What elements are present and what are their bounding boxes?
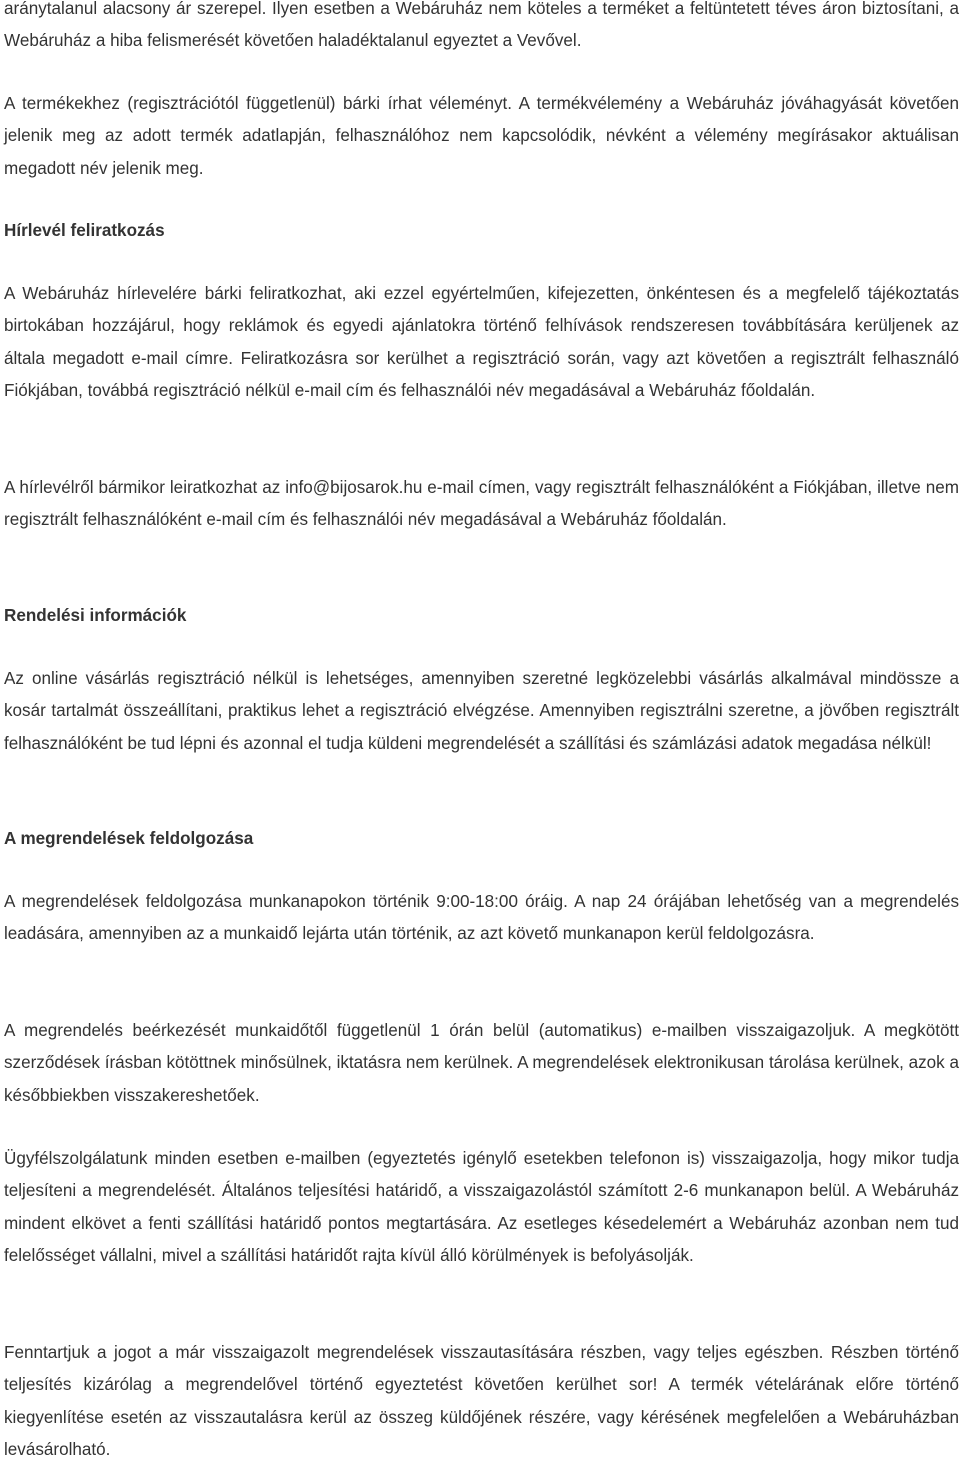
paragraph-processing-hours: A megrendelések feldolgozása munkanapokon történik 9:00-18:00 óráig. A nap 24 órájában lehetőség van a megrendelés leadására, amennyiben az a munkaidő lejárta után történik, az azt követő munkanapon kerül feldolgozásra. xyxy=(4,892,959,944)
heading-newsletter: Hírlevél feliratkozás xyxy=(4,221,165,240)
heading-order-processing: A megrendelések feldolgozása xyxy=(4,829,254,848)
paragraph-newsletter-unsubscribe: A hírlevélről bármikor leiratkozhat az info@bijosarok.hu e-mail címen, vagy regisztrált felhasználóként a Fiókjában, illetve nem regisztrált felhasználóként e-mail cím és felhasználói név megadásával a Webáruház főoldalán. xyxy=(4,478,959,530)
paragraph-order-confirmation: A megrendelés beérkezését munkaidőtől függetlenül 1 órán belül (automatikus) e-mailben visszaigazoljuk. A megkötött szerződések írásban kötöttnek minősülnek, iktatásra nem kerülnek. A megrendelések elektronikusan tárolása kerülnek, azok a későbbiekben visszakereshetőek. xyxy=(4,1021,959,1105)
paragraph-order-rejection: Fenntartjuk a jogot a már visszaigazolt megrendelések visszautasítására részben, vagy teljes egészben. Részben történő teljesítés kizárólag a megrendelővel történő egyeztetést követően kerülhet sor! A termék vételárának előre történő kiegyenlítése esetén az visszautalásra kerül az összeg küldőjének részére, vagy kérésének megfelelően a Webáruházban levásárolható. xyxy=(4,1343,959,1460)
heading-order-info: Rendelési információk xyxy=(4,606,187,625)
paragraph-delivery-deadline: Ügyfélszolgálatunk minden esetben e-mailben (egyeztetés igénylő esetekben telefonon is) visszaigazolja, hogy mikor tudja teljesíteni a megrendelését. Általános teljesítési határidő, a visszaigazolástól számított 2-6 munkanapon belül. A Webáruház mindent elkövet a fenti szállítási határidő pontos megtartására. Az esetleges késedelemért a Webáruház azonban nem tud felelősséget vállalni, mivel a szállítási határidőt rajta kívül álló körülmények is befolyásolják. xyxy=(4,1149,959,1266)
paragraph-price-error: aránytalanul alacsony ár szerepel. Ilyen esetben a Webáruház nem köteles a terméket a feltüntetett téves áron biztosítani, a Webáruház a hiba felismerését követően haladéktalanul egyeztet a Vevővel. xyxy=(4,0,959,51)
paragraph-product-reviews: A termékekhez (regisztrációtól függetlenül) bárki írhat véleményt. A termékvélemény a Webáruház jóváhagyását követően jelenik meg az adott termék adatlapján, felhasználóhoz nem kapcsolódik, névként a vélemény megírásakor aktuálisan megadott név jelenik meg. xyxy=(4,94,959,178)
paragraph-newsletter-subscribe: A Webáruház hírlevelére bárki feliratkozhat, aki ezzel egyértelműen, kifejezetten, önkéntesen és a megfelelő tájékoztatás birtokában hozzájárul, hogy reklámok és egyedi ajánlatokra történő felhívások rendszeresen továbbítására kerüljenek az általa megadott e-mail címre. Feliratkozásra sor kerülhet a regisztráció során, vagy azt követően a regisztrált felhasználó Fiókjában, továbbá regisztráció nélkül e-mail cím és felhasználói név megadásával a Webáruház főoldalán. xyxy=(4,284,959,401)
paragraph-order-info: Az online vásárlás regisztráció nélkül is lehetséges, amennyiben szeretné legközelebbi vásárlás alkalmával mindössze a kosár tartalmát összeállítani, praktikus lehet a regisztráció elvégzése. Amennyiben regisztrálni szeretne, a jövőben regisztrált felhasználóként be tud lépni és azonnal el tudja küldeni megrendelését a szállítási és számlázási adatok megadása nélkül! xyxy=(4,669,959,753)
